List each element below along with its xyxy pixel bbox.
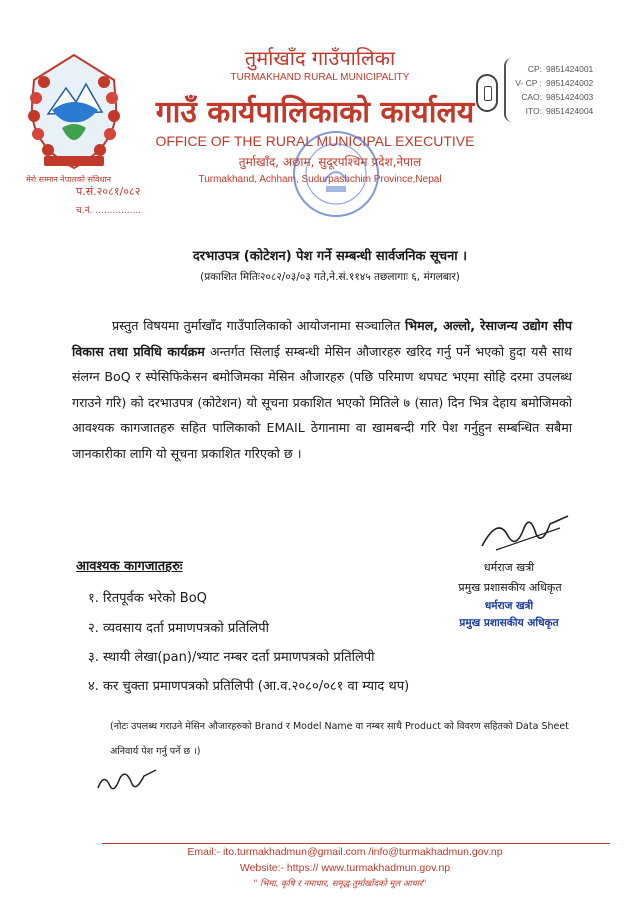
municipality-name-np: तुर्माखाँद गाउँपालिका <box>244 46 396 70</box>
office-seal-stamp <box>288 126 384 222</box>
signatory-title: प्रमुख प्रशासकीय अधिकृत <box>458 581 562 594</box>
contact-list <box>504 58 616 122</box>
mobile-phone-icon <box>476 74 498 112</box>
address-en: Turmakhand, Achham, Sudurpashchim Province,Nepal <box>198 174 442 185</box>
footer-divider <box>102 843 610 844</box>
requirements-heading: आवश्यक कागजातहरुः <box>76 559 183 574</box>
program-name: भिमल, अल्लो, रेसाजन्य उद्योग सीप विकास तथा प्रविधि कार्यक्रम <box>72 318 572 359</box>
notice-published-date: (प्रकाशित मितिः२०८२/०३/०३ गते,ने.सं.११४५ तछलागाः ६, मंगलबार) <box>200 271 460 283</box>
footer-email[interactable]: Email:- ito.turmakhadmun@gmail.com /info@turmakhadmun.gov.np <box>187 846 503 858</box>
requirement-item: १. रितपूर्वक भरेको BoQ <box>88 591 207 606</box>
notice-title: दरभाउपत्र (कोटेशन) पेश गर्ने सम्बन्धी सार्वजनिक सूचना । <box>192 249 468 264</box>
notice-body: प्रस्तुत विषयमा तुर्माखाँद गाउँपालिकाको आयोजनामा सञ्चालित भिमल, अल्लो, रेसाजन्य उद्योग सीप विकास तथा प्रविधि कार्यक्रम अन्तर्गत सिलाई सम्बन्धी मेसिन औजारहरु खरिद गर्नु पर्ने भएको हुदा यसै साथ संलग्न BoQ र स्पेसिफिकेसन बमोजिमका मेसिन औजारहरु (पछि परिमाण थपघट भएमा सोहि दरमा उपलब्ध गराउने गरि) को दरभाउपत्र (कोटेशन) यो सूचना प्रकाशित भएको मितिले ७ (सात) दिन भित्र देहाय बमोजिमको आवश्यक कागजातहरु सहित पालिकाको EMAIL ठेगानामा वा खामबन्दी गरि पेश गर्नुहुन सम्बन्धित सबैमा जानकारीका लागि यो सूचना प्रकाशित गरिएको छ । <box>72 318 572 461</box>
footer-slogan: " भिमा, कृषि र नमाधार, समृद्ध तुर्माखाँदको मूल आधार" <box>253 879 427 889</box>
stamp-signatory-name: धर्मराज खत्री <box>484 600 534 612</box>
footer-website[interactable]: Website:- https:// www.turmakhadmun.gov.np <box>239 862 451 874</box>
address-np: तुर्माखाँद, अछाम, सुदूरपश्चिम प्रदेश,नेपाल <box>238 155 422 169</box>
chalani-number: च.नं. ................ <box>76 206 142 216</box>
logo-caption: मेरो सम्मान नेपालको संविधान <box>26 175 111 184</box>
contact-row: CAO: 9851424003 <box>521 92 594 102</box>
office-title-np: गाउँ कार्यपालिकाको कार्यालय <box>155 95 475 130</box>
nepal-emblem-logo <box>22 50 127 175</box>
contact-row: CP: 9851424001 <box>527 64 594 74</box>
stamp-signatory-title: प्रमुख प्रशासकीय अधिकृत <box>459 617 559 629</box>
contact-row: V- CP : 9851424002 <box>515 78 594 88</box>
requirement-item: ४. कर चुक्ता प्रमाणपत्रको प्रतिलिपी (आ.व.२०८०/०८१ वा म्याद थप) <box>88 679 410 694</box>
contact-row: ITO: 9851424004 <box>525 106 594 116</box>
initials-signature <box>96 764 158 794</box>
note-text: (नोटः उपलब्ध गराउने मेसिन औजारहरुको Brand र Model Name वा नम्बर साथै Product को विवरण सहितको Data Sheet अनिवार्य पेश गर्नु पर्ने छ ।) <box>110 721 569 757</box>
municipality-name-en: TURMAKHAND RURAL MUNICIPALITY <box>230 72 410 83</box>
office-title-en: OFFICE OF THE RURAL MUNICIPAL EXECUTIVE <box>155 133 475 149</box>
requirement-item: ३. स्थायी लेखा(pan)/भ्याट नम्बर दर्ता प्रमाणपत्रको प्रतिलिपी <box>88 650 375 665</box>
signature-scribble <box>478 506 572 554</box>
patra-sankhya: प.सं.२०८१/०८२ <box>76 185 141 198</box>
requirement-item: २. व्यवसाय दर्ता प्रमाणपत्रको प्रतिलिपी <box>88 621 269 636</box>
signatory-name: धर्मराज खत्री <box>483 561 535 574</box>
